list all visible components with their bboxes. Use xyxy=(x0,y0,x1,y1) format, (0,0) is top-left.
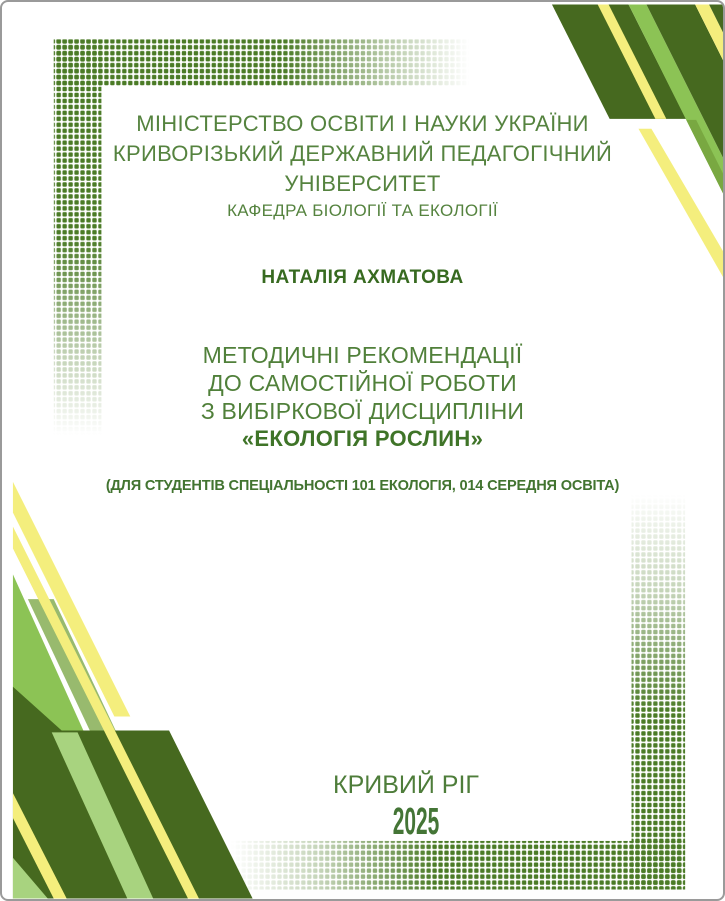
year-value: 2025 xyxy=(392,801,440,843)
title-line-3: З ВИБІРКОВОЇ ДИСЦИПЛІНИ xyxy=(200,398,525,424)
cover-text xyxy=(2,2,723,899)
institution-line-1: МІНІСТЕРСТВО ОСВІТИ І НАУКИ УКРАЇНИ xyxy=(136,111,589,136)
institution-line-2: КРИВОРІЗЬКИЙ ДЕРЖАВНИЙ ПЕДАГОГІЧНИЙ xyxy=(112,141,613,166)
city-line: КРИВИЙ РІГ xyxy=(333,771,479,799)
author-name: НАТАЛІЯ АХМАТОВА xyxy=(261,267,464,288)
audience-note: (ДЛЯ СТУДЕНТІВ СПЕЦІАЛЬНОСТІ 101 ЕКОЛОГІЯ, 014 СЕРЕДНЯ ОСВІТА) xyxy=(105,478,620,494)
title-line-4: «ЕКОЛОГІЯ РОСЛИН» xyxy=(241,426,484,451)
title-line-2: ДО САМОСТІЙНОЇ РОБОТИ xyxy=(208,370,517,396)
year-line xyxy=(374,803,459,841)
institution-line-3: УНІВЕРСИТЕТ xyxy=(284,171,441,196)
title-line-1: МЕТОДИЧНІ РЕКОМЕНДАЦІЇ xyxy=(202,342,523,368)
department-line: КАФЕДРА БІОЛОГІЇ ТА ЕКОЛОГІЇ xyxy=(227,201,498,220)
